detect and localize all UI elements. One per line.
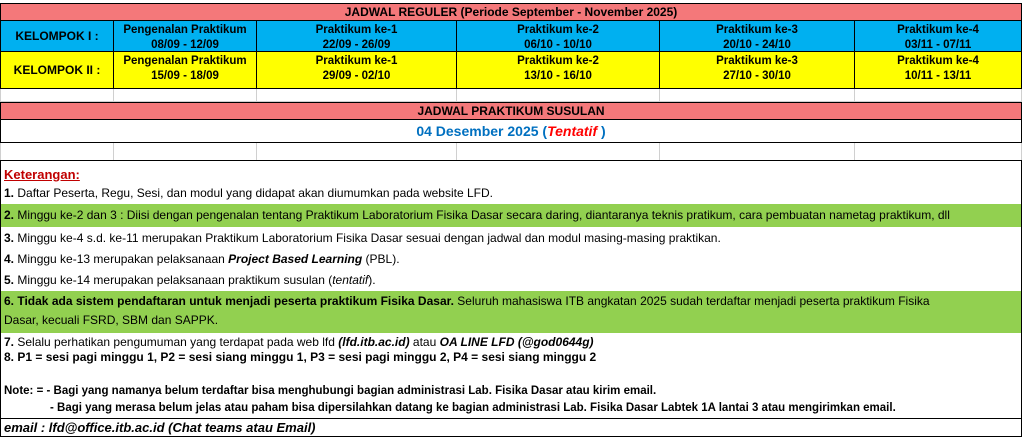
susulan-date-row	[0, 119, 1022, 143]
cell-name: Praktikum ke-4	[897, 55, 979, 67]
cell-date: 06/10 - 10/10	[524, 39, 592, 51]
kelompok-2-cell	[257, 52, 457, 88]
keterangan-item	[4, 208, 950, 223]
susulan-title-text: JADWAL PRAKTIKUM SUSULAN	[417, 104, 605, 118]
kelompok-2-label: KELOMPOK II :	[1, 52, 114, 88]
footer-email[interactable]: email : lfd@office.itb.ac.id (Chat teams atau Email)	[4, 420, 316, 435]
keterangan-item	[4, 273, 376, 288]
kelompok-1-row	[0, 20, 1022, 52]
kelompok-1-label: KELOMPOK I :	[1, 21, 114, 51]
item-text-line2: Dasar, kecuali FSRD, SBM dan SAPPK.	[4, 313, 219, 327]
kelompok-1-cell	[457, 21, 660, 51]
cell-date: 15/09 - 18/09	[151, 70, 219, 82]
item-text: Selalu perhatikan pengumuman yang terdapat pada web lfd	[17, 335, 339, 349]
cell-name: Praktikum ke-2	[517, 55, 599, 67]
item-text: (PBL).	[362, 252, 400, 266]
kelompok-2-cell	[114, 52, 257, 88]
kelompok-1-cell	[660, 21, 855, 51]
item-text: ).	[368, 273, 376, 287]
kelompok-1-cell	[855, 21, 1021, 51]
item-number: 2.	[4, 208, 15, 222]
susulan-open-paren: (	[542, 123, 548, 139]
kelompok-1-cell	[114, 21, 257, 51]
cell-name: Praktikum ke-1	[315, 55, 398, 67]
note-label: Note: =	[4, 385, 44, 397]
keterangan-item	[4, 335, 594, 350]
keterangan-item	[4, 350, 596, 365]
item-number: 1.	[4, 186, 15, 200]
cell-date: 22/09 - 26/09	[322, 39, 391, 51]
kelompok-2-cell	[457, 52, 660, 88]
item-number: 7.	[4, 335, 15, 349]
item-text-bold: Tidak ada sistem pendaftaran untuk menjadi peserta praktikum Fisika Dasar.	[17, 294, 454, 308]
susulan-tentatif: Tentatif	[547, 123, 598, 139]
keterangan-item	[4, 231, 721, 246]
spreadsheet-gap-row	[0, 143, 1022, 160]
kelompok-2-row	[0, 51, 1022, 89]
keterangan-item	[4, 294, 930, 309]
website-link[interactable]: (lfd.itb.ac.id)	[338, 335, 410, 349]
kelompok-2-cell	[855, 52, 1021, 88]
cell-name: Praktikum ke-1	[315, 24, 398, 36]
susulan-title	[0, 102, 1022, 120]
note-text: - Bagi yang namanya belum terdaftar bisa menghubungi bagian administrasi Lab. Fisika Dasar atau kirim email.	[46, 385, 657, 397]
keterangan-item	[4, 186, 493, 201]
keterangan-item-highlight	[1, 204, 1021, 227]
footer-email-row	[0, 418, 1022, 437]
keterangan-item	[4, 252, 400, 267]
cell-date: 20/10 - 24/10	[723, 39, 791, 51]
cell-date: 08/09 - 12/09	[151, 39, 219, 51]
item-number: 3.	[4, 231, 15, 245]
cell-name: Pengenalan Praktikum	[123, 24, 247, 36]
cell-name: Praktikum ke-4	[897, 24, 979, 36]
cell-name: Praktikum ke-3	[716, 24, 798, 36]
keterangan-block	[0, 160, 1022, 419]
reguler-title	[0, 3, 1022, 21]
item-text-emphasis: Project Based Learning	[228, 252, 363, 266]
item-text: Minggu ke-4 s.d. ke-11 merupakan Praktikum Laboratorium Fisika Dasar sesuai dengan jadwal dan modul masing-masing praktikan.	[17, 231, 721, 245]
item-text: Minggu ke-14 merupakan pelaksanaan praktikum susulan (	[17, 273, 333, 287]
kelompok-2-cell	[660, 52, 855, 88]
cell-name: Praktikum ke-2	[517, 24, 599, 36]
item-text: atau	[409, 335, 440, 349]
item-number: 8.	[4, 350, 15, 364]
kelompok-1-cell	[257, 21, 457, 51]
line-oa-link[interactable]: OA LINE LFD (@god0644g)	[439, 335, 594, 349]
cell-date: 27/10 - 30/10	[723, 70, 791, 82]
cell-name: Pengenalan Praktikum	[123, 55, 247, 67]
spreadsheet-gap-row	[0, 89, 1022, 102]
cell-date: 03/11 - 07/11	[904, 39, 972, 51]
item-text: Minggu ke-13 merupakan pelaksanaan	[17, 252, 229, 266]
item-number: 4.	[4, 252, 15, 266]
item-text-emphasis: tentatif	[332, 273, 369, 287]
item-text: P1 = sesi pagi minggu 1, P2 = sesi siang minggu 1, P3 = sesi pagi minggu 2, P4 = sesi siang minggu 2	[17, 350, 597, 364]
reguler-title-text: JADWAL REGULER (Periode September - November 2025)	[344, 5, 678, 19]
item-text: Daftar Peserta, Regu, Sesi, dan modul yang didapat akan diumumkan pada website LFD.	[17, 186, 493, 200]
keterangan-heading: Keterangan:	[4, 167, 80, 182]
item-number: 5.	[4, 273, 15, 287]
item-text: Minggu ke-2 dan 3 : Diisi dengan pengenalan tentang Praktikum Laboratorium Fisika Dasar secara daring, diantaranya teknis pratikum, cara pembuatan nametag praktikum, dll	[17, 208, 950, 222]
cell-date: 29/09 - 02/10	[322, 70, 391, 82]
item-text: Seluruh mahasiswa ITB angkatan 2025 sudah terdaftar menjadi peserta praktikum Fisika	[453, 294, 930, 308]
note-line-1	[4, 384, 656, 399]
note-text: - Bagi yang merasa belum jelas atau paham bisa dipersilahkan datang ke bagian administrasi Lab. Fisika Dasar Labtek 1A lantai 3 atau mengirimkan email.	[50, 402, 896, 414]
cell-date: 10/11 - 13/11	[904, 70, 972, 82]
cell-date: 13/10 - 16/10	[524, 70, 592, 82]
cell-name: Praktikum ke-3	[716, 55, 798, 67]
note-line-2	[50, 401, 896, 416]
item-number: 6.	[4, 294, 15, 308]
susulan-date: 04 Desember 2025	[416, 123, 539, 139]
keterangan-item-highlight	[1, 291, 1021, 333]
susulan-close-paren: )	[597, 123, 606, 139]
